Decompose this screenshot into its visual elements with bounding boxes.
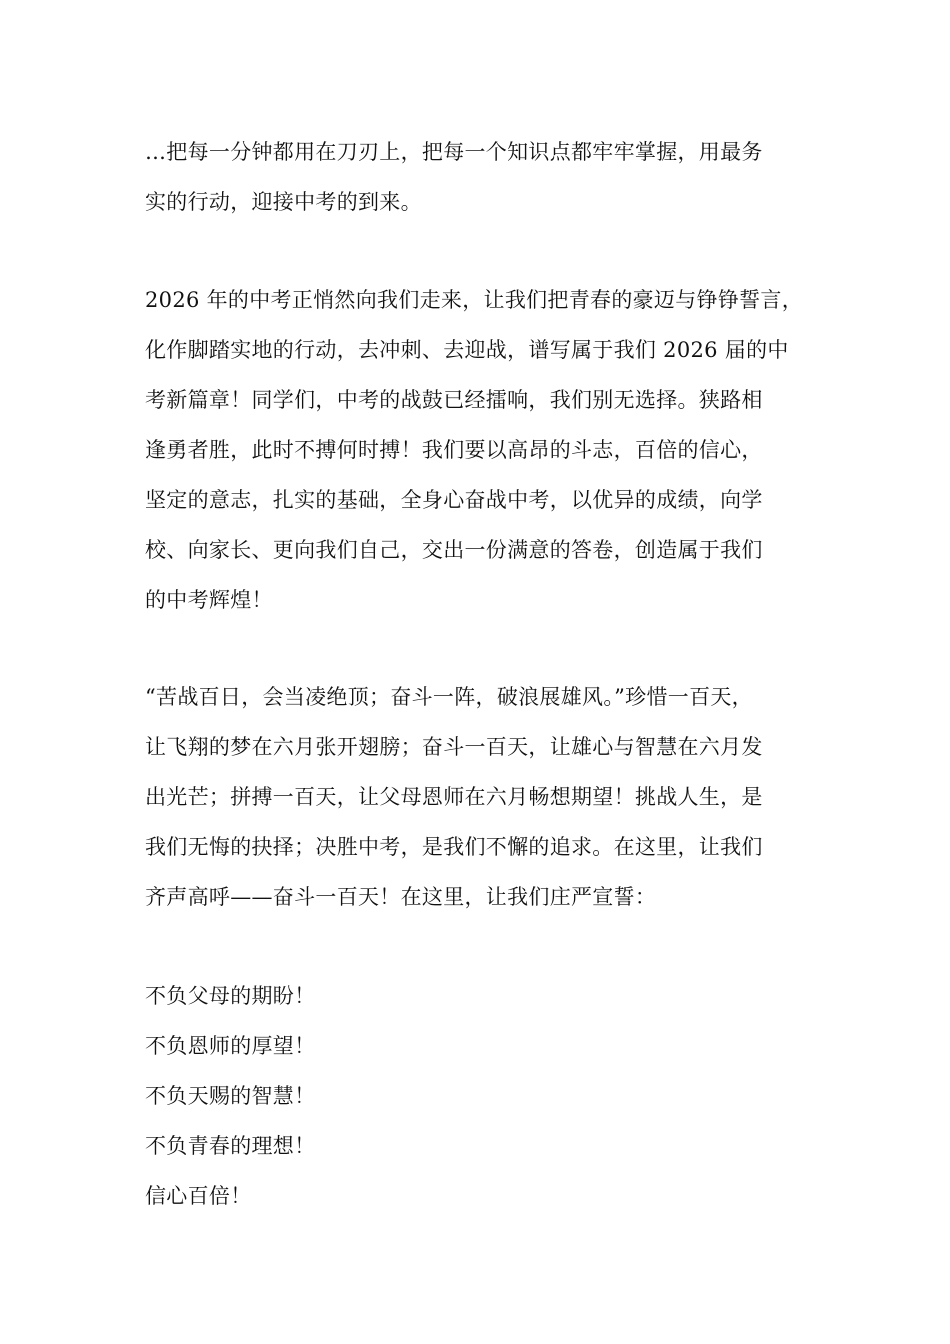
oath-line: 不负天赐的智慧！ <box>145 1084 316 1108</box>
paragraph-line: …把每一分钟都用在刀刃上，把每一个知识点都牢牢掌握，用最务 <box>145 140 763 164</box>
paragraph-line: 齐声高呼——奋斗一百天！在这里，让我们庄严宣誓： <box>145 885 657 909</box>
oath-line: 不负恩师的厚望！ <box>145 1034 316 1058</box>
paragraph-intro <box>145 127 835 227</box>
paragraph-line: 出光芒；拼搏一百天，让父母恩师在六月畅想期望！挑战人生，是 <box>145 785 763 809</box>
paragraph-line: 坚定的意志，扎实的基础，全身心奋战中考，以优异的成绩，向学 <box>145 488 763 512</box>
paragraph-line: 校、向家长、更向我们自己，交出一份满意的答卷，创造属于我们 <box>145 538 763 562</box>
paragraph-line: 逢勇者胜，此时不搏何时搏！我们要以高昂的斗志，百倍的信心， <box>145 438 763 462</box>
oath-list <box>145 971 835 1221</box>
paragraph-hundred-days <box>145 672 835 922</box>
paragraph-line: 实的行动，迎接中考的到来。 <box>145 190 422 214</box>
paragraph-exam-2026 <box>145 275 835 625</box>
paragraph-line: 化作脚踏实地的行动，去冲刺、去迎战，谱写属于我们 2026 届的中 <box>145 338 789 362</box>
oath-line: 不负父母的期盼！ <box>145 984 316 1008</box>
paragraph-line: 的中考辉煌！ <box>145 588 273 612</box>
paragraph-line: 考新篇章！同学们，中考的战鼓已经擂响，我们别无选择。狭路相 <box>145 388 763 412</box>
paragraph-line: 2026 年的中考正悄然向我们走来，让我们把青春的豪迈与铮铮誓言， <box>145 288 804 312</box>
oath-line: 不负青春的理想！ <box>145 1134 316 1158</box>
paragraph-line: 让飞翔的梦在六月张开翅膀；奋斗一百天，让雄心与智慧在六月发 <box>145 735 763 759</box>
oath-line: 信心百倍！ <box>145 1184 252 1208</box>
paragraph-line: “苦战百日，会当凌绝顶；奋斗一阵，破浪展雄风。”珍惜一百天， <box>145 685 753 709</box>
paragraph-line: 我们无悔的抉择；决胜中考，是我们不懈的追求。在这里，让我们 <box>145 835 763 859</box>
